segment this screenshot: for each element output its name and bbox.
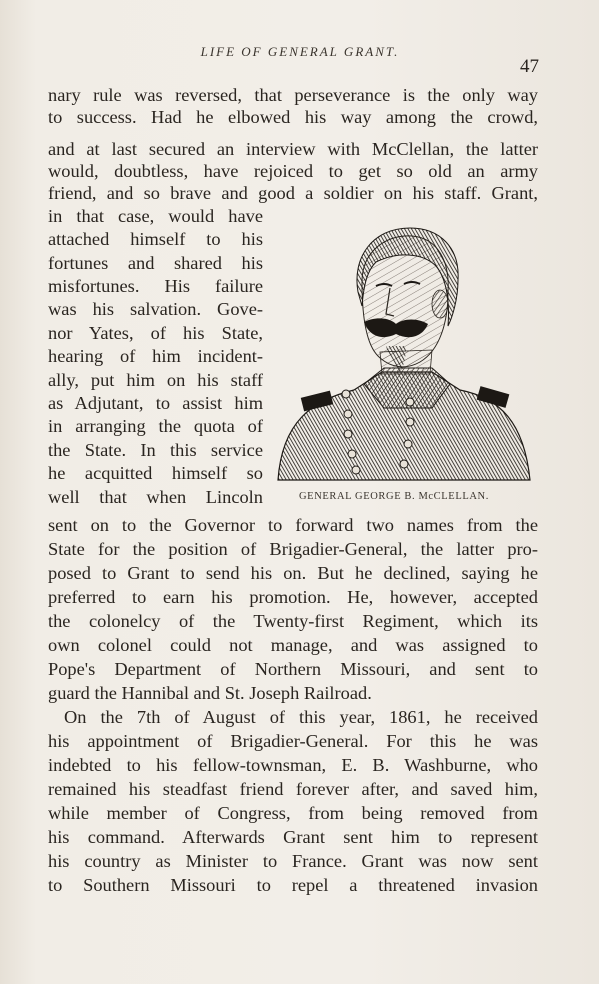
text-line: the State. In this service xyxy=(48,440,263,460)
text-line: his appointment of Brigadier-General. For this he was xyxy=(48,731,538,751)
text-line: and at last secured an interview with McClellan, the latter xyxy=(48,139,538,159)
page-number: 47 xyxy=(520,56,539,77)
text-line: nor Yates, of his State, xyxy=(48,323,263,343)
text-line: posed to Grant to send his on. But he declined, saying he xyxy=(48,563,538,583)
text-line: while member of Congress, from being removed from xyxy=(48,803,538,823)
portrait-figure xyxy=(272,222,534,490)
text-line: was his salvation. Gove- xyxy=(48,299,263,319)
text-line: Pope's Department of Northern Missouri, and sent to xyxy=(48,659,538,679)
running-head: LIFE OF GENERAL GRANT. xyxy=(200,44,400,59)
text-line: remained his steadfast friend forever after, and saved him, xyxy=(48,779,538,799)
text-line: his command. Afterwards Grant sent him to represent xyxy=(48,827,538,847)
text-line: in that case, would have xyxy=(48,206,263,226)
text-line: ally, put him on his staff xyxy=(48,370,263,390)
engraved-portrait-icon xyxy=(272,222,534,490)
text-line: attached himself to his xyxy=(48,229,263,249)
text-line: nary rule was reversed, that perseverance is the only way xyxy=(48,85,538,105)
text-line: misfortunes. His failure xyxy=(48,276,263,296)
text-line: his country as Minister to France. Grant was now sent xyxy=(48,851,538,871)
text-line: well that when Lincoln xyxy=(48,487,263,507)
text-line: own colonel could not manage, and was assigned to xyxy=(48,635,538,655)
text-line: he acquitted himself so xyxy=(48,463,263,483)
text-line: would, doubtless, have rejoiced to get so old an army xyxy=(48,161,538,181)
text-line: as Adjutant, to assist him xyxy=(48,393,263,413)
figure-caption: GENERAL GEORGE B. McCLELLAN. xyxy=(299,491,489,502)
text-line: sent on to the Governor to forward two names from the xyxy=(48,515,538,535)
text-line: the colonelcy of the Twenty-first Regiment, which its xyxy=(48,611,538,631)
text-line: On the 7th of August of this year, 1861, he received xyxy=(64,707,538,727)
text-line: preferred to earn his promotion. He, however, accepted xyxy=(48,587,538,607)
text-line: fortunes and shared his xyxy=(48,253,263,273)
text-line: guard the Hannibal and St. Joseph Railroad. xyxy=(48,683,372,703)
text-line: in arranging the quota of xyxy=(48,416,263,436)
text-line: to Southern Missouri to repel a threatened invasion xyxy=(48,875,538,895)
text-line: hearing of him incident- xyxy=(48,346,263,366)
text-line: indebted to his fellow-townsman, E. B. Washburne, who xyxy=(48,755,538,775)
text-line: friend, and so brave and good a soldier on his staff. Grant, xyxy=(48,183,538,203)
text-line: to success. Had he elbowed his way among the crowd, xyxy=(48,107,538,127)
text-line: State for the position of Brigadier-General, the latter pro- xyxy=(48,539,538,559)
